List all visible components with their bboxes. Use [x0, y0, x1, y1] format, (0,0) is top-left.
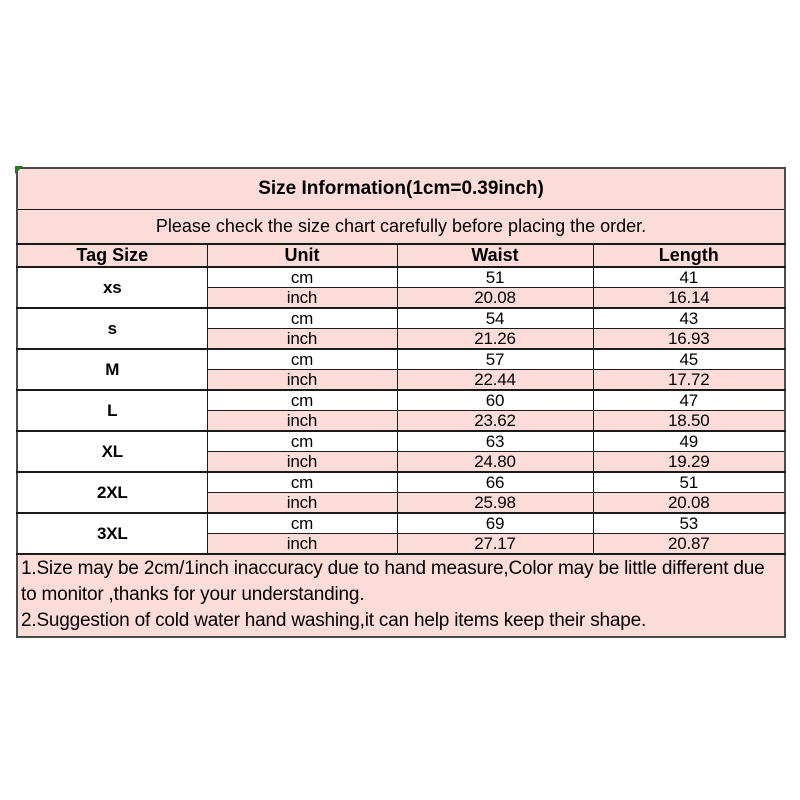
- length-value: 16.93: [593, 329, 785, 350]
- waist-value: 25.98: [397, 493, 593, 514]
- row-3xl-cm: [17, 513, 785, 534]
- waist-value: 54: [397, 308, 593, 329]
- waist-value: 23.62: [397, 411, 593, 432]
- unit-cell: cm: [207, 267, 397, 288]
- unit-cell: inch: [207, 452, 397, 473]
- table-title: Size Information(1cm=0.39inch): [17, 168, 785, 209]
- waist-value: 20.08: [397, 288, 593, 309]
- length-value: 16.14: [593, 288, 785, 309]
- unit-cell: cm: [207, 349, 397, 370]
- unit-cell: cm: [207, 431, 397, 452]
- title-row: [17, 168, 785, 209]
- tag-size-2xl: 2XL: [17, 472, 207, 513]
- note-line-1: 1.Size may be 2cm/1inch inaccuracy due to hand measure,Color may be little different due to monitor ,thanks for your understanding.: [21, 558, 765, 605]
- row-s-cm: [17, 308, 785, 329]
- unit-cell: cm: [207, 472, 397, 493]
- size-table: [16, 167, 786, 638]
- length-value: 19.29: [593, 452, 785, 473]
- waist-value: 69: [397, 513, 593, 534]
- tag-size-s: s: [17, 308, 207, 349]
- unit-cell: inch: [207, 493, 397, 514]
- size-information-table: [16, 167, 784, 638]
- waist-value: 24.80: [397, 452, 593, 473]
- unit-cell: cm: [207, 390, 397, 411]
- col-header-waist: Waist: [397, 244, 593, 267]
- unit-cell: inch: [207, 411, 397, 432]
- unit-cell: inch: [207, 329, 397, 350]
- row-xl-cm: [17, 431, 785, 452]
- length-value: 47: [593, 390, 785, 411]
- waist-value: 21.26: [397, 329, 593, 350]
- unit-cell: inch: [207, 288, 397, 309]
- unit-cell: inch: [207, 370, 397, 391]
- length-value: 43: [593, 308, 785, 329]
- row-l-cm: [17, 390, 785, 411]
- unit-cell: inch: [207, 534, 397, 555]
- length-value: 41: [593, 267, 785, 288]
- table-subtitle: Please check the size chart carefully before placing the order.: [17, 209, 785, 244]
- row-2xl-cm: [17, 472, 785, 493]
- note-line-2: 2.Suggestion of cold water hand washing,it can help items keep their shape.: [21, 610, 647, 631]
- length-value: 49: [593, 431, 785, 452]
- tag-size-xs: xs: [17, 267, 207, 308]
- tag-size-l: L: [17, 390, 207, 431]
- col-header-tag-size: Tag Size: [17, 244, 207, 267]
- notes: [17, 554, 785, 637]
- row-xs-cm: [17, 267, 785, 288]
- row-m-cm: [17, 349, 785, 370]
- waist-value: 63: [397, 431, 593, 452]
- unit-cell: cm: [207, 513, 397, 534]
- length-value: 18.50: [593, 411, 785, 432]
- unit-cell: cm: [207, 308, 397, 329]
- tag-size-m: M: [17, 349, 207, 390]
- length-value: 45: [593, 349, 785, 370]
- notes-row: [17, 554, 785, 637]
- waist-value: 51: [397, 267, 593, 288]
- tag-size-xl: XL: [17, 431, 207, 472]
- col-header-length: Length: [593, 244, 785, 267]
- subtitle-row: [17, 209, 785, 244]
- waist-value: 57: [397, 349, 593, 370]
- waist-value: 27.17: [397, 534, 593, 555]
- length-value: 53: [593, 513, 785, 534]
- length-value: 17.72: [593, 370, 785, 391]
- col-header-unit: Unit: [207, 244, 397, 267]
- length-value: 20.08: [593, 493, 785, 514]
- header-row: [17, 244, 785, 267]
- waist-value: 66: [397, 472, 593, 493]
- waist-value: 60: [397, 390, 593, 411]
- length-value: 20.87: [593, 534, 785, 555]
- tag-size-3xl: 3XL: [17, 513, 207, 554]
- length-value: 51: [593, 472, 785, 493]
- waist-value: 22.44: [397, 370, 593, 391]
- excel-corner-marker-icon: [15, 166, 23, 174]
